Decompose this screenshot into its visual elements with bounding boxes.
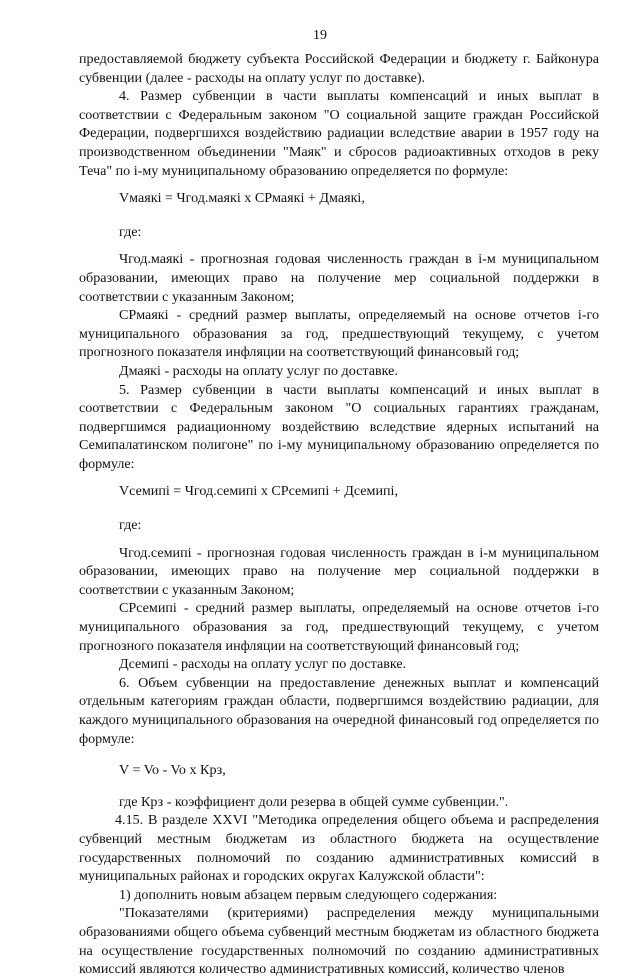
paragraph-item-6: 6. Объем субвенции на предоставление денежных выплат и компенсаций отдельным категориям граждан области, подвергшимся воздействию радиации, для каждого муниципального образования на очередной финансовый год определяется по формуле: [79,674,599,747]
document-body [79,50,599,979]
definition-sr-semip: СРсемипі - средний размер выплаты, определяемый на основе отчетов i-го муниципального образования за год, предшествующий текущему, с учетом прогнозного показателя инфляции на соответствующий финансовый год; [79,600,599,654]
paragraph-item-4: 4. Размер субвенции в части выплаты компенсаций и иных выплат в соответствии с Федеральным законом "О социальной защите граждан Российской Федерации, подвергшихся воздействию радиации вследствие аварии в 1957 году на производственном объединении "Маяк" и сбросов радиоактивных отходов в реку Теча" по i-му муниципальному образованию определяется по формуле: [79,88,599,179]
formula-where-label: где: [119,223,142,240]
formula-mayak: Vмаякі = Чгод.маякі х СРмаякі + Дмаякі, [119,190,365,207]
formula-semipalatinsk: Vсемипі = Чгод.семипі х СРсемипі + Дсемипі, [119,483,398,500]
definition-chgod-mayak: Чгод.маякі - прогнозная годовая численность граждан в i-м муниципальном образовании, имеющих право на получение мер социальной поддержки в соответствии с указанным Законом; [79,251,599,305]
paragraph-subitem-1: 1) дополнить новым абзацем первым следующего содержания: [119,886,498,903]
definition-d-mayak: Дмаякі - расходы на оплату услуг по доставке. [119,362,398,379]
definition-d-semip: Дсемипі - расходы на оплату услуг по доставке. [119,656,407,673]
definition-sr-mayak: СРмаякі - средний размер выплаты, определяемый на основе отчетов i-го муниципального образования за год, предшествующий текущему, с учетом прогнозного показателя инфляции на соответствующий финансовый год; [79,307,599,361]
formula-total: V = Vo - Vo х Крз, [119,762,226,779]
paragraph-continuation: предоставляемой бюджету субъекта Российской Федерации и бюджету г. Байконура субвенции (далее - расходы на оплату услуг по доставке). [79,51,599,86]
page-number: 19 [313,28,327,43]
formula-where-label: где: [119,517,142,534]
paragraph-section-4-15: 4.15. В разделе XXVI "Методика определения общего объема и распределения субвенций местным бюджетам из областного бюджета на осуществление государственных полномочий по созданию административных комиссий в муниципальных районах и городских округах Калужской области": [79,812,599,885]
paragraph-quoted-criteria: "Показателями (критериями) распределения между муниципальными образованиями общего объема субвенций местным бюджетам из областного бюджета на осуществление государственных полномочий по созданию административных комиссий являются количество административных комиссий, количество членов [79,905,599,978]
definition-chgod-semip: Чгод.семипі - прогнозная годовая численность граждан в i-м муниципальном образовании, имеющих право на получение мер социальной поддержки в соответствии с указанным Законом; [79,544,599,598]
definition-krz: где Крз - коэффициент доли резерва в общей сумме субвенции.". [119,793,509,810]
paragraph-item-5: 5. Размер субвенции в части выплаты компенсаций и иных выплат в соответствии с Федеральным законом "О социальных гарантиях гражданам, подвергшимся радиационному воздействию вследствие ядерных испытаний на Семипалатинском полигоне" по i-му муниципальному образованию определяется по формуле: [79,381,599,472]
